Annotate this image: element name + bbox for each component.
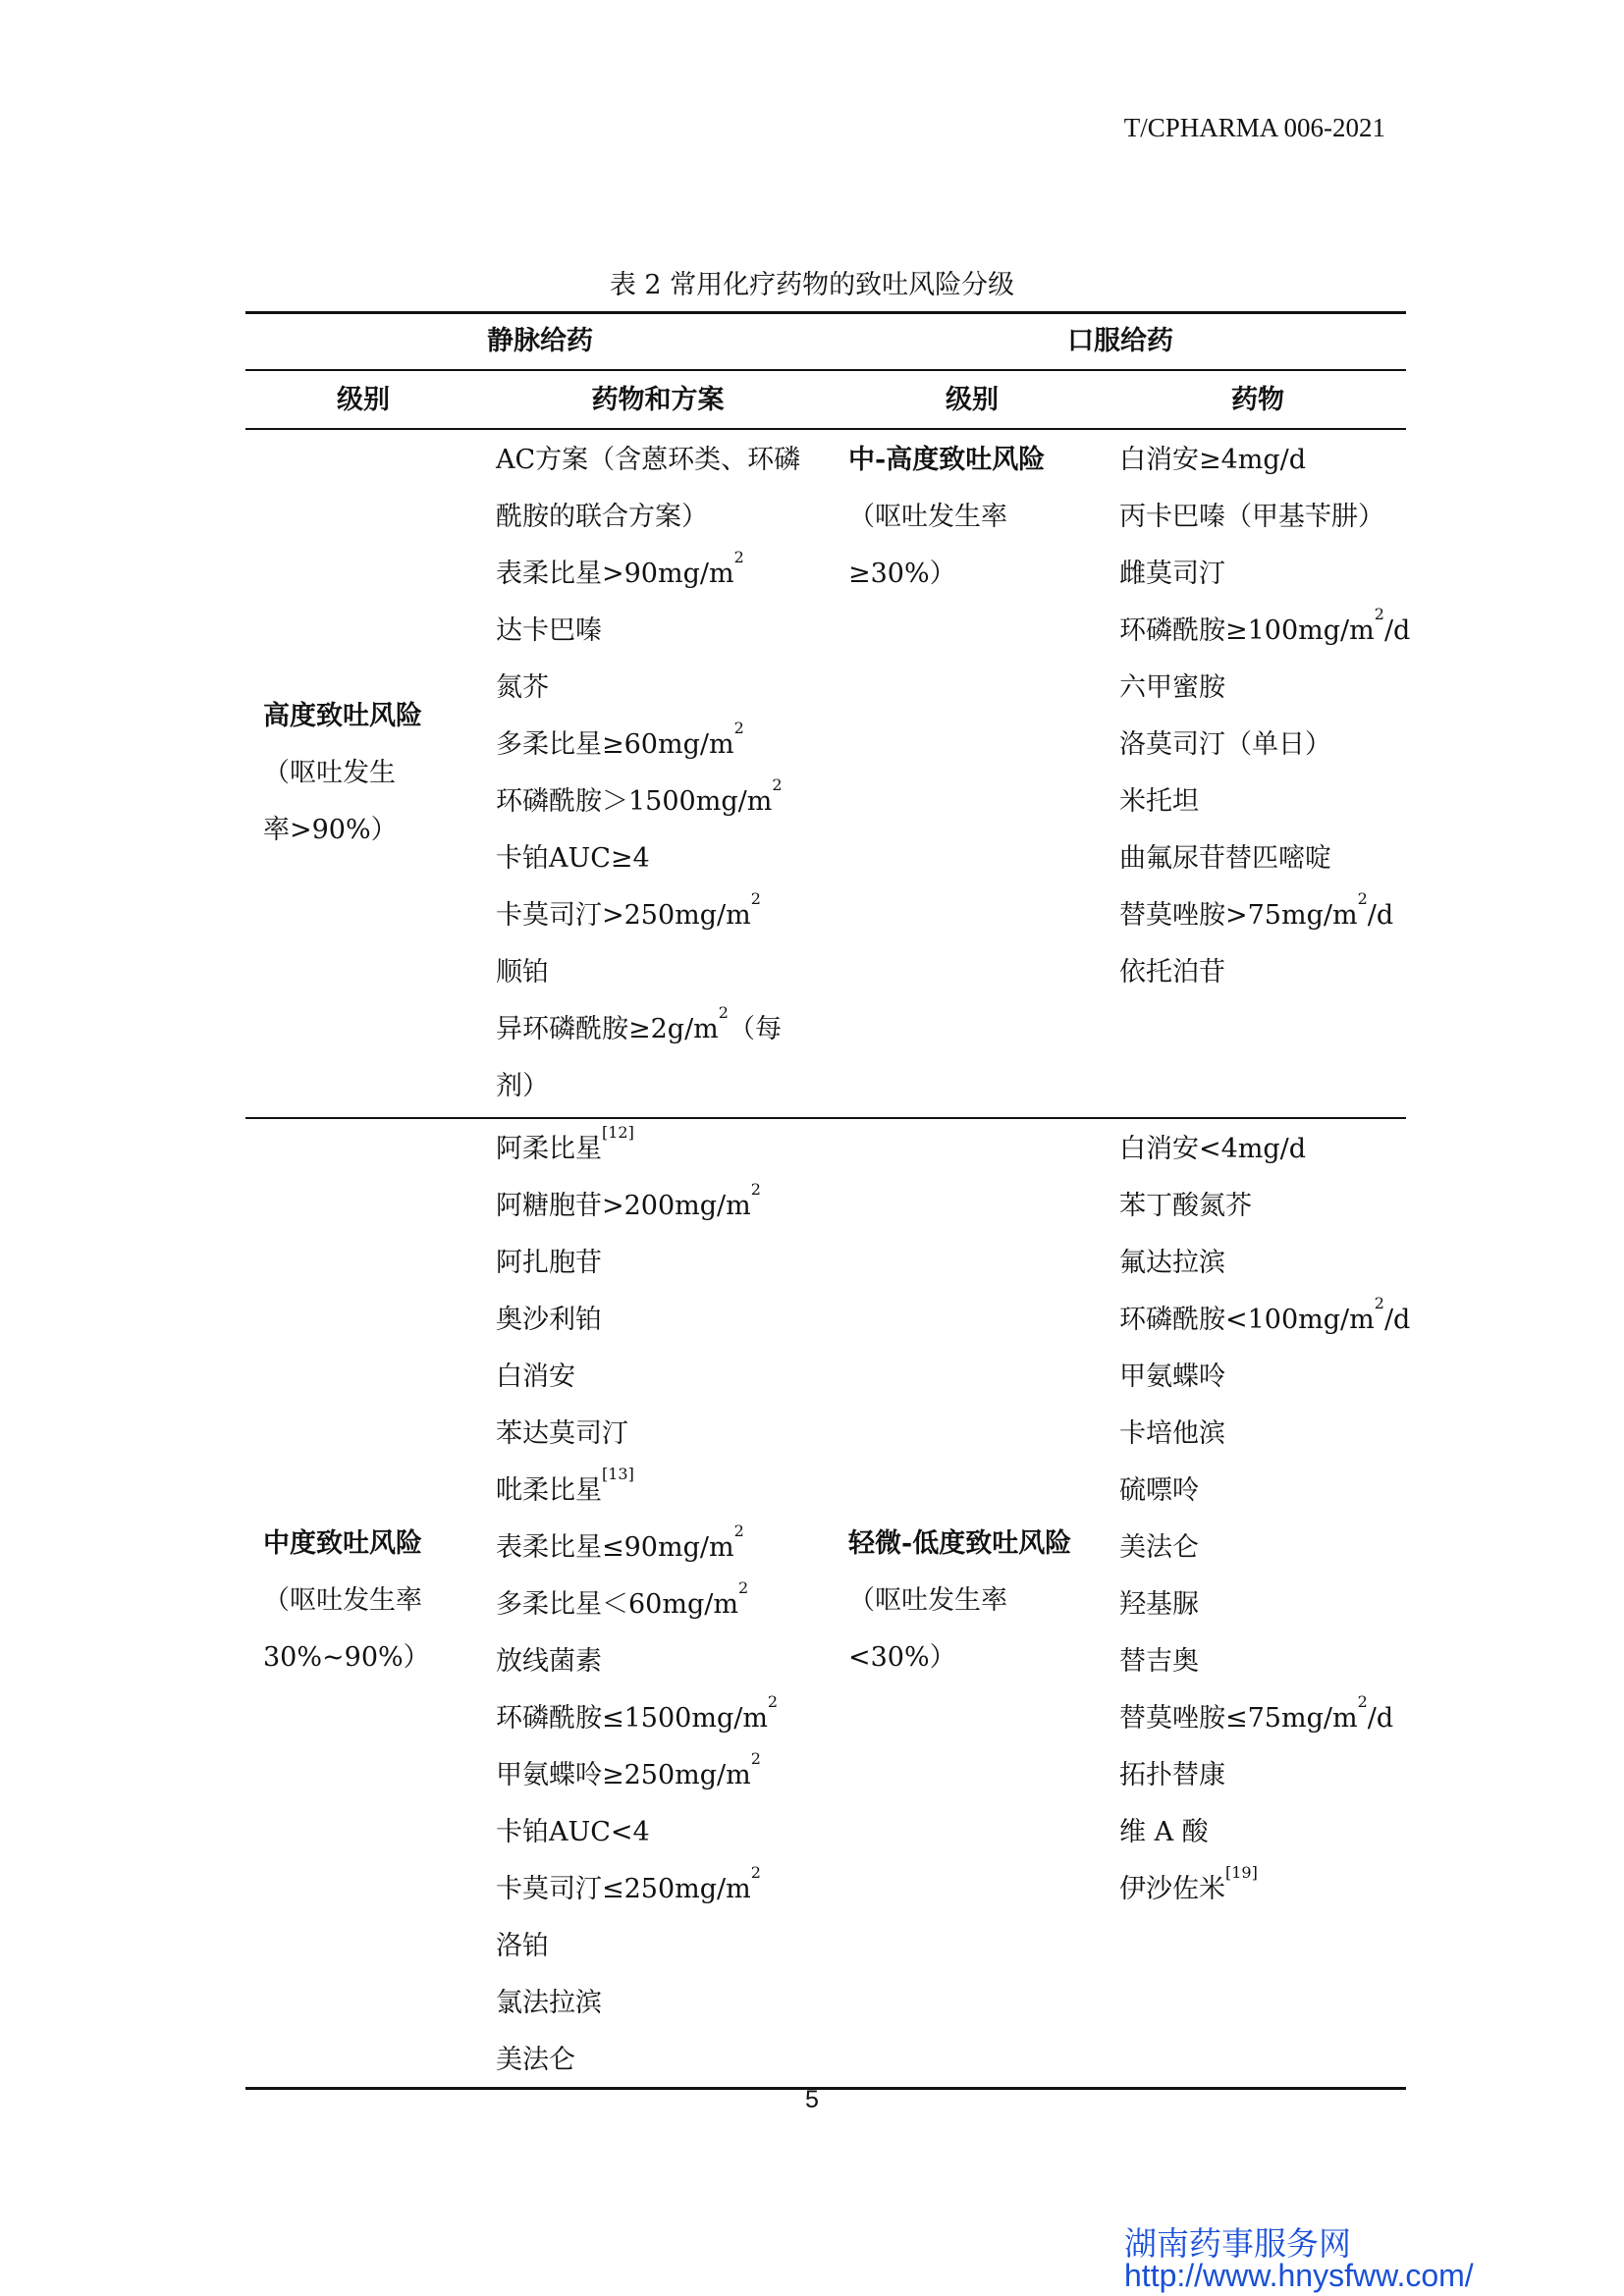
drug-text: 硫嘌呤 <box>1119 1475 1199 1506</box>
drug-text: 白消安<4mg/d <box>1119 1134 1307 1164</box>
drug-entry <box>1119 603 1410 660</box>
row1-iv-drug-list <box>496 432 800 1115</box>
drug-text: 环磷酰胺≤1500mg/m <box>496 1703 768 1734</box>
drug-text: 拓扑替康 <box>1119 1760 1225 1790</box>
group-header-oral: 口服给药 <box>1067 326 1173 356</box>
drug-entry <box>496 603 800 660</box>
drug-superscript: 2 <box>750 1749 761 1768</box>
drug-text: 洛铂 <box>496 1931 549 1961</box>
drug-text: 剂） <box>496 1071 549 1101</box>
drug-text: 阿柔比星 <box>496 1134 602 1164</box>
drug-superscript: 2 <box>1374 605 1384 623</box>
drug-entry <box>1119 489 1410 546</box>
drug-text: 氮芥 <box>496 672 549 703</box>
drug-superscript: [12] <box>602 1123 634 1142</box>
row1-oral-grade <box>848 432 1045 603</box>
drug-superscript: 2 <box>1357 889 1368 908</box>
drug-entry <box>1119 1690 1410 1747</box>
drug-text: 替莫唑胺>75mg/m <box>1119 900 1358 931</box>
drug-text-tail: /d <box>1383 1305 1411 1335</box>
drug-text: 奥沙利铂 <box>496 1305 602 1335</box>
row2-oral-drug-list <box>1119 1121 1410 1918</box>
drug-entry <box>496 1292 778 1349</box>
drug-entry <box>496 1058 800 1115</box>
drug-text: AC方案（含蒽环类、环磷 <box>496 445 801 475</box>
grade-name: 高度致吐风险 <box>263 701 422 731</box>
drug-entry <box>496 489 800 546</box>
drug-text: 洛莫司汀（单日） <box>1119 729 1331 760</box>
drug-superscript: 2 <box>767 1692 779 1711</box>
grade-name: 中-高度致吐风险 <box>848 445 1046 475</box>
drug-superscript: 2 <box>737 1578 749 1597</box>
drug-text: 卡莫司汀≤250mg/m <box>496 1874 751 1904</box>
drug-entry <box>1119 1576 1410 1633</box>
drug-text: 吡柔比星 <box>496 1475 602 1506</box>
drug-text: 卡培他滨 <box>1119 1418 1225 1449</box>
drug-text: 多柔比星＜60mg/m <box>496 1589 738 1620</box>
drug-text: 曲氟尿苷替匹嘧啶 <box>1119 843 1331 874</box>
col-header-oral-drugs: 药物 <box>1231 385 1284 415</box>
drug-text: 氯法拉滨 <box>496 1988 602 2018</box>
drug-entry <box>1119 887 1410 944</box>
drug-text: 甲氨蝶呤 <box>1119 1362 1225 1392</box>
watermark-site-name: 湖南药事服务网 <box>1124 2224 1351 2263</box>
drug-entry <box>1119 1121 1410 1178</box>
drug-superscript: 2 <box>733 548 744 566</box>
drug-superscript: 2 <box>1374 1294 1384 1312</box>
drug-entry <box>496 1690 778 1747</box>
drug-superscript: [13] <box>602 1465 634 1483</box>
drug-entry <box>1119 1804 1410 1861</box>
drug-superscript: 2 <box>750 889 761 908</box>
drug-entry <box>496 944 800 1001</box>
drug-text: 放线菌素 <box>496 1646 602 1677</box>
drug-entry <box>1119 432 1410 489</box>
drug-text-tail: /d <box>1383 615 1411 646</box>
drug-entry <box>496 1349 778 1406</box>
row2-iv-grade <box>263 1516 430 1686</box>
grade-note-line: 率>90%） <box>263 815 398 845</box>
drug-superscript: 2 <box>750 1863 761 1882</box>
row2-oral-grade <box>848 1516 1071 1686</box>
drug-text: 雌莫司汀 <box>1119 559 1225 589</box>
drug-text: 替吉奥 <box>1119 1646 1199 1677</box>
table-caption: 表 2 常用化疗药物的致吐风险分级 <box>609 270 1015 300</box>
grade-note-line: 30%~90%） <box>263 1642 430 1673</box>
col-header-iv-drugs: 药物和方案 <box>591 385 725 415</box>
drug-entry <box>496 1918 778 1975</box>
drug-text-tail: /d <box>1367 900 1394 931</box>
drug-entry <box>496 2032 778 2089</box>
drug-text: 美法仑 <box>1119 1532 1199 1563</box>
drug-text: 环磷酰胺<100mg/m <box>1119 1305 1375 1335</box>
group-header-iv: 静脉给药 <box>487 326 593 356</box>
drug-text: 维 A 酸 <box>1119 1817 1209 1847</box>
drug-superscript: 2 <box>733 719 744 737</box>
drug-entry <box>1119 1463 1410 1520</box>
group-header-rule <box>245 369 1406 371</box>
drug-text: 苯达莫司汀 <box>496 1418 628 1449</box>
page-number: 5 <box>805 2086 819 2113</box>
grade-note-line: （呕吐发生率 <box>263 1585 422 1616</box>
drug-text: 阿糖胞苷>200mg/m <box>496 1191 751 1221</box>
drug-entry <box>496 1747 778 1804</box>
drug-text: 白消安≥4mg/d <box>1119 445 1307 475</box>
drug-text: 卡铂AUC≥4 <box>496 843 650 874</box>
drug-entry <box>1119 944 1410 1001</box>
drug-text: 依托泊苷 <box>1119 957 1225 988</box>
drug-entry <box>496 1520 778 1576</box>
drug-entry <box>1119 1406 1410 1463</box>
row1-oral-drug-list <box>1119 432 1410 1001</box>
grade-note-line: <30%） <box>848 1642 956 1673</box>
drug-text: 阿扎胞苷 <box>496 1248 602 1278</box>
drug-text: 环磷酰胺≥100mg/m <box>1119 615 1375 646</box>
drug-entry <box>496 1463 778 1520</box>
drug-entry <box>496 1633 778 1690</box>
drug-entry <box>496 717 800 774</box>
drug-entry <box>1119 1747 1410 1804</box>
drug-entry <box>1119 1520 1410 1576</box>
drug-text: 氟达拉滨 <box>1119 1248 1225 1278</box>
col-header-oral-grade: 级别 <box>946 385 999 415</box>
drug-text: 伊沙佐米 <box>1119 1874 1225 1904</box>
drug-text: 丙卡巴嗪（甲基苄肼） <box>1119 502 1384 532</box>
drug-entry <box>496 1178 778 1235</box>
drug-entry <box>1119 1178 1410 1235</box>
drug-text: 达卡巴嗪 <box>496 615 602 646</box>
standard-code: T/CPHARMA 006-2021 <box>1123 113 1385 142</box>
drug-text: 顺铂 <box>496 957 549 988</box>
drug-text: 异环磷酰胺≥2g/m <box>496 1014 719 1044</box>
drug-entry <box>1119 660 1410 717</box>
drug-text: 羟基脲 <box>1119 1589 1199 1620</box>
drug-text: 米托坦 <box>1119 786 1199 817</box>
drug-entry <box>496 830 800 887</box>
drug-superscript: 2 <box>718 1003 729 1022</box>
drug-text: 多柔比星≥60mg/m <box>496 729 734 760</box>
drug-superscript: 2 <box>733 1522 744 1540</box>
col-header-iv-grade: 级别 <box>337 385 390 415</box>
grade-name: 中度致吐风险 <box>263 1528 422 1559</box>
drug-entry <box>496 1861 778 1918</box>
drug-entry <box>1119 546 1410 603</box>
drug-text: 表柔比星≤90mg/m <box>496 1532 734 1563</box>
grade-name: 轻微-低度致吐风险 <box>848 1528 1072 1559</box>
drug-entry <box>496 1001 800 1058</box>
drug-entry <box>1119 1633 1410 1690</box>
drug-text: 酰胺的联合方案） <box>496 502 708 532</box>
drug-superscript: 2 <box>750 1180 761 1199</box>
drug-entry <box>1119 1349 1410 1406</box>
drug-entry <box>496 1804 778 1861</box>
drug-text-tail: /d <box>1367 1703 1394 1734</box>
table-top-rule <box>245 311 1406 314</box>
drug-superscript: 2 <box>772 775 783 794</box>
drug-entry <box>496 774 800 830</box>
drug-text: 六甲蜜胺 <box>1119 672 1225 703</box>
row-divider-rule <box>245 1117 1406 1119</box>
grade-note-line: （呕吐发生 <box>263 758 396 788</box>
watermark-url[interactable]: http://www.hnysfww.com/ <box>1124 2258 1474 2293</box>
drug-text: 卡莫司汀>250mg/m <box>496 900 751 931</box>
drug-text: 甲氨蝶呤≥250mg/m <box>496 1760 751 1790</box>
drug-entry <box>496 1576 778 1633</box>
drug-text: 环磷酰胺＞1500mg/m <box>496 786 773 817</box>
row1-iv-grade <box>263 688 422 859</box>
drug-entry <box>496 1406 778 1463</box>
grade-note-line: ≥30%） <box>848 559 956 589</box>
drug-entry <box>1119 1235 1410 1292</box>
drug-entry <box>496 432 800 489</box>
drug-entry <box>1119 830 1410 887</box>
drug-text: 替莫唑胺≤75mg/m <box>1119 1703 1358 1734</box>
drug-entry <box>496 1975 778 2032</box>
drug-text: 苯丁酸氮芥 <box>1119 1191 1252 1221</box>
drug-text: 卡铂AUC<4 <box>496 1817 650 1847</box>
drug-entry <box>1119 1861 1410 1918</box>
drug-text: 表柔比星>90mg/m <box>496 559 734 589</box>
drug-entry <box>496 1121 778 1178</box>
drug-text: 美法仑 <box>496 2045 575 2075</box>
grade-note-line: （呕吐发生率 <box>848 1585 1007 1616</box>
drug-entry <box>1119 717 1410 774</box>
drug-entry <box>496 660 800 717</box>
drug-entry <box>1119 774 1410 830</box>
drug-superscript: [19] <box>1225 1863 1258 1882</box>
drug-text-tail: （每 <box>728 1014 782 1044</box>
drug-entry <box>496 1235 778 1292</box>
column-header-rule <box>245 428 1406 430</box>
row2-iv-drug-list <box>496 1121 778 2089</box>
drug-entry <box>1119 1292 1410 1349</box>
drug-entry <box>496 546 800 603</box>
drug-text: 白消安 <box>496 1362 575 1392</box>
grade-note-line: （呕吐发生率 <box>848 502 1007 532</box>
drug-superscript: 2 <box>1357 1692 1368 1711</box>
drug-entry <box>496 887 800 944</box>
